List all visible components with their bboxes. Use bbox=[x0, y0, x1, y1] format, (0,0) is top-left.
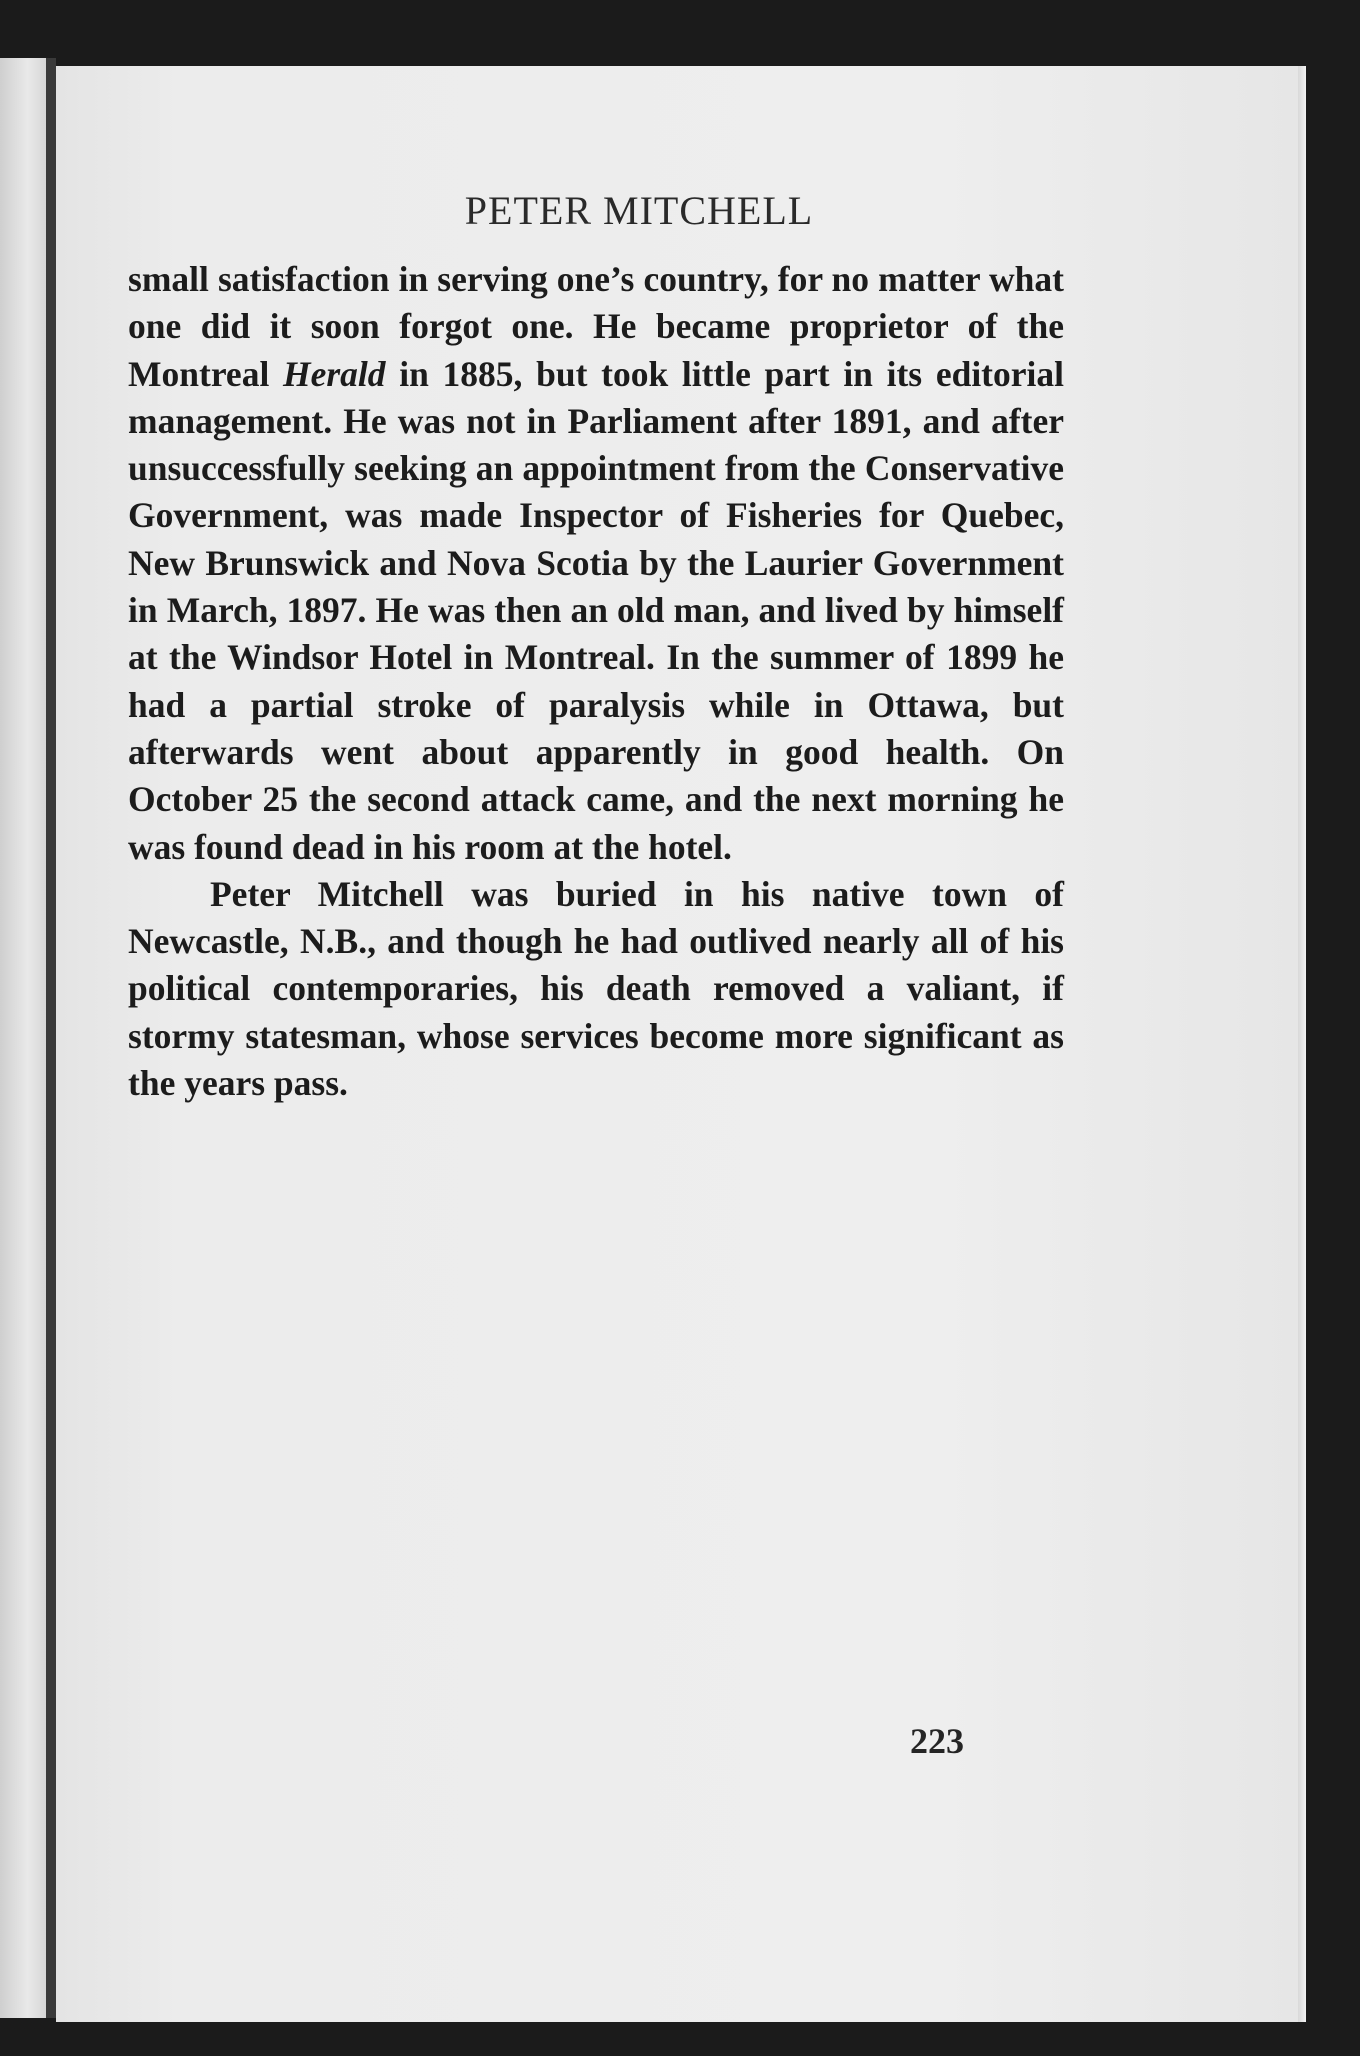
herald-italic: Herald bbox=[283, 353, 386, 394]
page-number: 223 bbox=[910, 1721, 964, 1761]
book-page bbox=[56, 66, 1306, 2022]
left-page-strip bbox=[0, 58, 46, 2018]
paragraph-1 bbox=[128, 256, 1064, 871]
paragraph-1-rest: in 1885, but took little part in its editorial management. He was not in Parliament after 1891, and after unsuccessfully seeking an appointment from the Conservative Government, was made Inspector of Fisheries for Quebec, New Brunswick and Nova Scotia by the Laurier Government in March, 1897. He was then an old man, and lived by himself at the Windsor Hotel in Montreal. In the summer of 1899 he had a partial stroke of paralysis while in Ottawa, but afterwards went about apparently in good health. On October 25 the second attack came, and the next morning he was found dead in his room at the hotel. bbox=[128, 353, 1064, 867]
paragraph-1-start: small satisfaction in serving one’s country, for no matter what one did it soon forgot one. He became proprietor of the Montreal bbox=[128, 259, 1064, 394]
body-text bbox=[128, 256, 1064, 1107]
page-edge bbox=[1298, 66, 1306, 2022]
paragraph-2: Peter Mitchell was buried in his native town of Newcastle, N.B., and though he had outlived nearly all of his political contemporaries, his death removed a valiant, if stormy statesman, whose services become more significant as the years pass. bbox=[128, 873, 1064, 1104]
binding-gutter bbox=[46, 58, 56, 2018]
running-head: PETER MITCHELL bbox=[464, 188, 814, 233]
